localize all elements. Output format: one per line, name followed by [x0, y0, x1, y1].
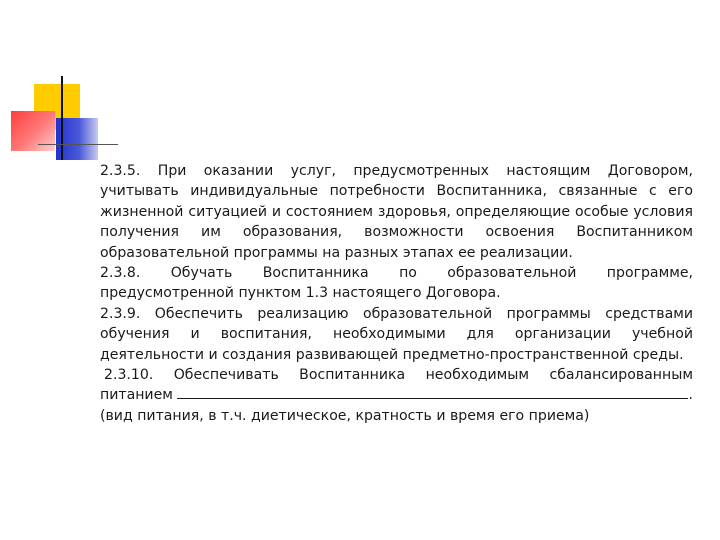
decorative-horizontal-line: [38, 144, 118, 145]
clause-2-3-5: 2.3.5. При оказании услуг, предусмотренных настоящим Договором, учитывать индивидуальные потребности Воспитанника, связанные с его жизненной ситуацией и состоянием здоровья, определяющие особые условия получения им образования, возможности освоения Воспитанником образовательной программы на разных этапах ее реализации.: [100, 163, 693, 261]
clause-2-3-8: 2.3.8. Обучать Воспитанника по образовательной программе, предусмотренной пунктом 1.3 настоящего Договора.: [100, 265, 693, 302]
decorative-red-square: [11, 111, 55, 151]
contract-text-block: [100, 161, 693, 426]
clause-2-3-10: 2.3.10. Обеспечивать Воспитанника необходимым сбалансированным: [104, 367, 693, 384]
nutrition-line-end: .: [688, 387, 693, 404]
nutrition-label: питанием: [100, 387, 173, 404]
clause-2-3-9: 2.3.9. Обеспечить реализацию образовательной программы средствами обучения и воспитания, необходимыми для организации учебной деятельности и создания развивающей предметно-пространственной среды.: [100, 305, 693, 363]
nutrition-blank-field: [177, 385, 688, 399]
decorative-vertical-line: [61, 76, 63, 160]
nutrition-fill-line: [100, 385, 693, 405]
nutrition-hint: (вид питания, в т.ч. диетическое, кратность и время его приема): [100, 407, 590, 424]
